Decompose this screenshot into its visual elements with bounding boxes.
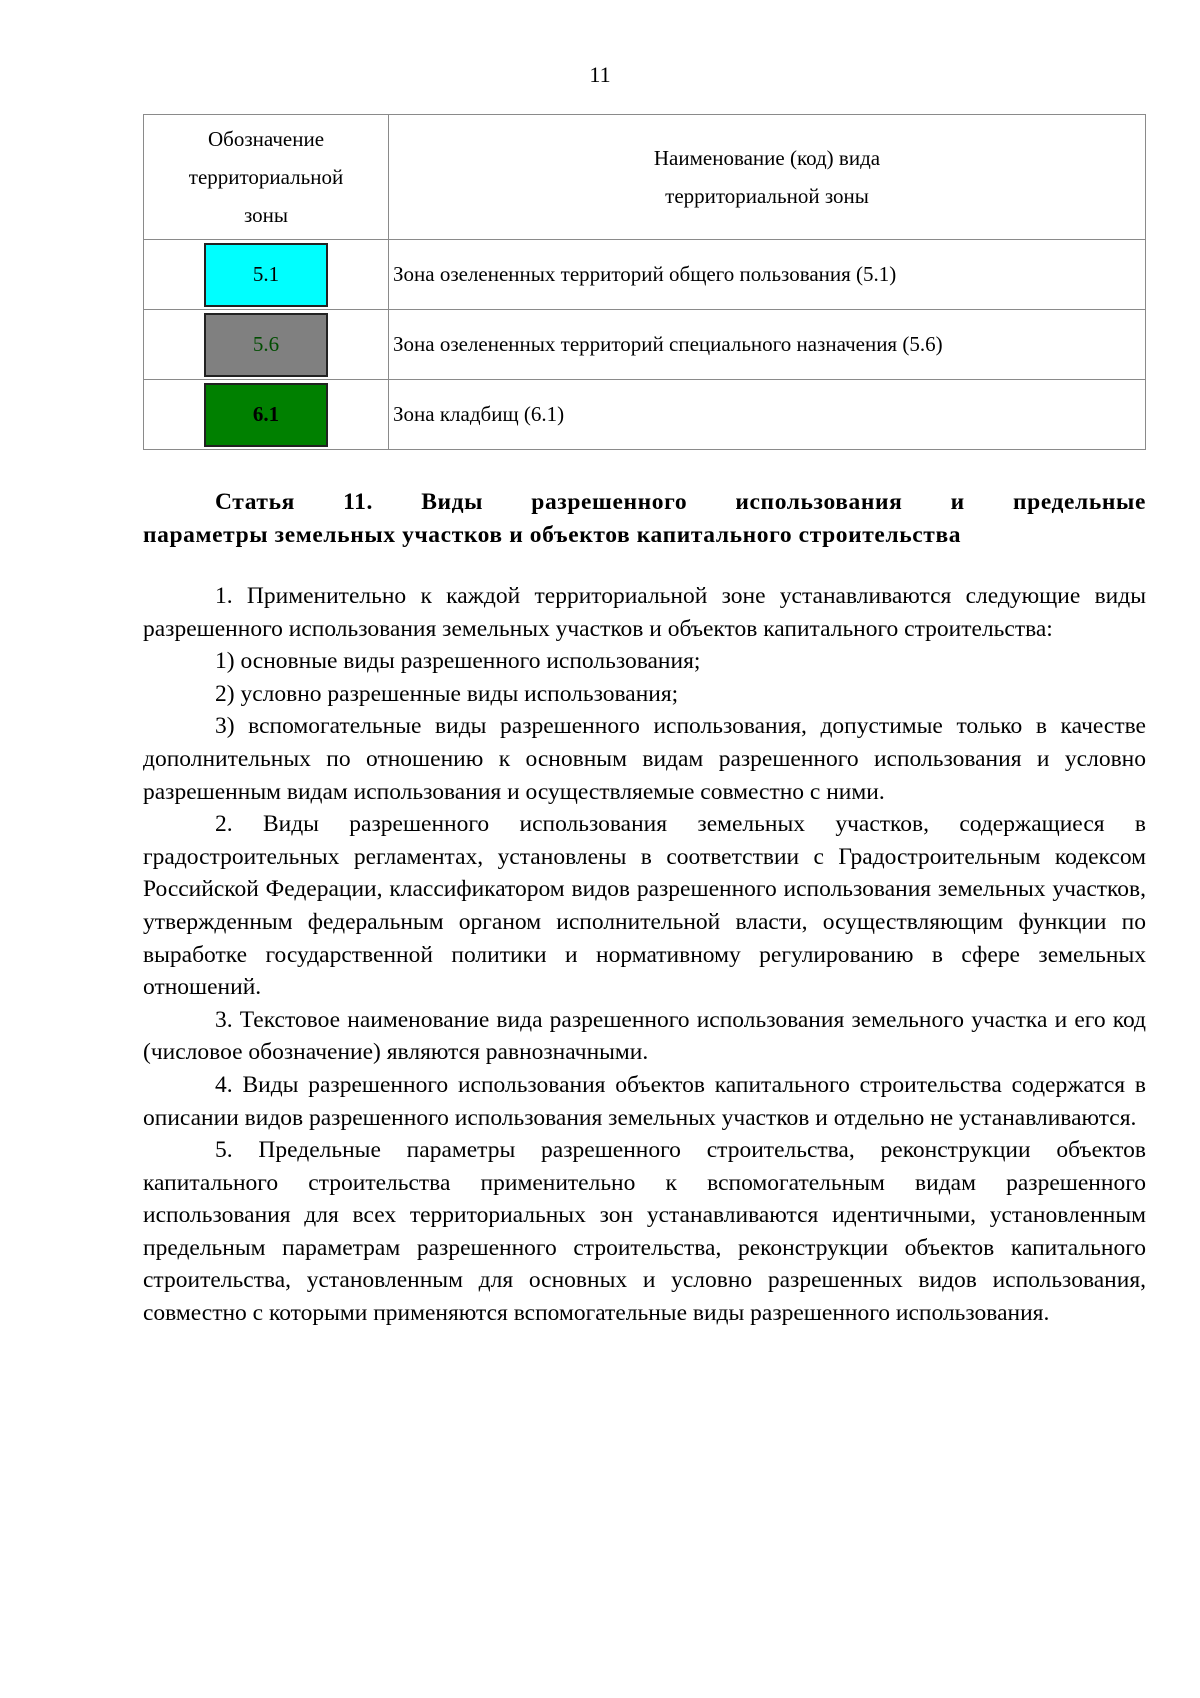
list-item: 3) вспомогательные виды разрешенного использования, допустимые только в качестве дополнительных по отношению к основным видам разрешенного использования и условно разрешенным видам использования и осуществляемые совместно с ними. xyxy=(143,713,1146,805)
header-code-line: зоны xyxy=(243,203,289,227)
zone-code-cell xyxy=(144,310,389,380)
zone-swatch xyxy=(204,383,328,447)
paragraph: 4. Виды разрешенного использования объектов капитального строительства содержатся в описании видов разрешенного использования земельных участков и отдельно не устанавливаются. xyxy=(143,1071,1146,1131)
paragraph: 2. Виды разрешенного использования земельных участков, содержащиеся в градостроительных регламентах, установлены в соответствии с Градостроительным кодексом Российской Федерации, классификатором видов разрешенного использования земельных участков, утвержденным федеральным органом исполнительной власти, осуществляющим функции по выработке государственной политики и нормативному регулированию в сфере земельных отношений. xyxy=(143,811,1146,1001)
header-name xyxy=(389,115,1146,240)
table-row xyxy=(144,380,1146,450)
article-body xyxy=(143,580,1146,1330)
paragraph: 1. Применительно к каждой территориальной зоне устанавливаются следующие виды разрешенного использования земельных участков и объектов капитального строительства: xyxy=(143,583,1146,642)
table-header-row xyxy=(144,115,1146,240)
header-code-line: Обозначение xyxy=(207,127,325,151)
zones-table xyxy=(143,114,1146,450)
header-name-line: Наименование (код) вида xyxy=(653,146,881,170)
zone-name: Зона озелененных территорий общего пользования (5.1) xyxy=(389,240,1146,310)
zone-code: 6.1 xyxy=(252,402,280,426)
article-title-line: Статья 11. Виды разрешенного использования и предельные xyxy=(215,489,1146,515)
zone-code: 5.1 xyxy=(252,262,280,286)
zone-name: Зона озелененных территорий специального назначения (5.6) xyxy=(389,310,1146,380)
article-title xyxy=(143,486,1146,552)
header-name-line: территориальной зоны xyxy=(665,184,869,208)
zone-swatch xyxy=(204,243,328,307)
paragraph: 3. Текстовое наименование вида разрешенного использования земельного участка и его код (числовое обозначение) являются равнозначными. xyxy=(143,1006,1146,1066)
header-code xyxy=(144,115,389,240)
paragraph: 5. Предельные параметры разрешенного строительства, реконструкции объектов капитального строительства применительно к вспомогательным видам разрешенного использования для всех территориальных зон устанавливаются идентичными, установленным предельным параметрам разрешенного строительства, реконструкции объектов капитального строительства, установленным для основных и условно разрешенных видов использования, совместно с которыми применяются вспомогательные виды разрешенного использования. xyxy=(143,1137,1146,1327)
article-title-line: параметры земельных участков и объектов капитального строительства xyxy=(143,522,962,548)
zone-swatch xyxy=(204,313,328,377)
list-item: 1) основные виды разрешенного использования; xyxy=(215,648,701,675)
list-item: 2) условно разрешенные виды использования; xyxy=(215,680,679,707)
zone-name: Зона кладбищ (6.1) xyxy=(389,380,1146,450)
table-row xyxy=(144,240,1146,310)
table-row xyxy=(144,310,1146,380)
zone-code: 5.6 xyxy=(252,332,280,356)
zone-code-cell xyxy=(144,380,389,450)
page-number: 11 xyxy=(589,62,611,87)
zone-code-cell xyxy=(144,240,389,310)
header-code-line: территориальной xyxy=(188,165,344,189)
